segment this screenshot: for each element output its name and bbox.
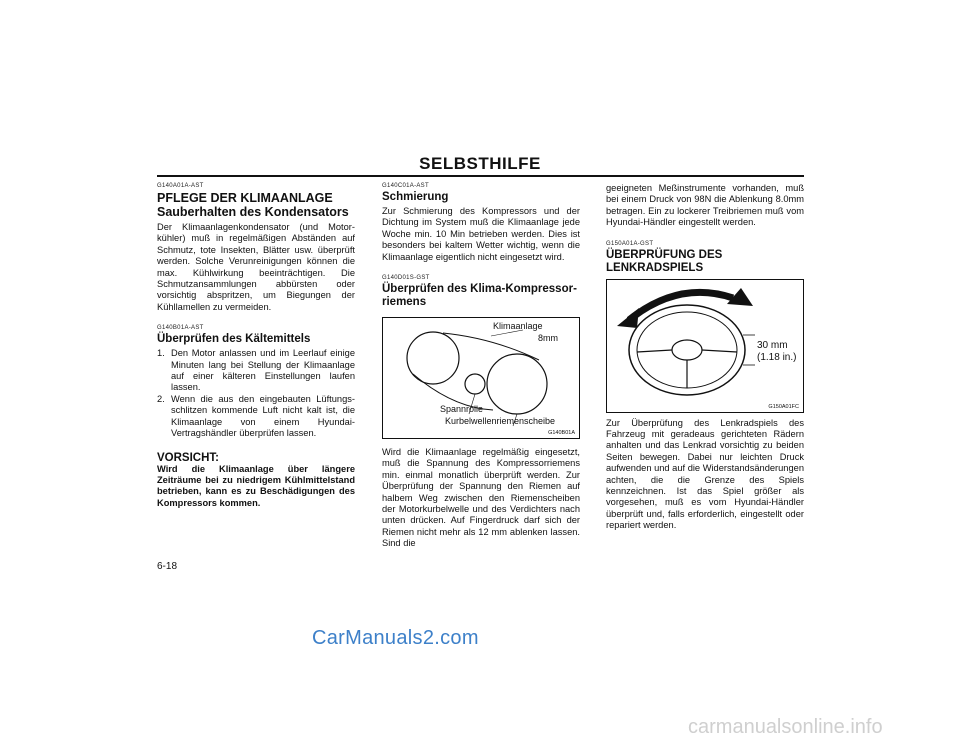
- label-30mm: 30 mm: [757, 339, 788, 351]
- column-1: [157, 183, 355, 509]
- steering-wheel-diagram: [606, 279, 804, 413]
- section-code: G140C01A-AST: [382, 183, 429, 189]
- arrow-head: [617, 308, 639, 328]
- section-code: G140A01A-AST: [157, 183, 204, 189]
- watermark-link[interactable]: CarManuals2.com: [312, 627, 479, 649]
- compressor-pulley: [407, 332, 459, 384]
- section-heading: ÜBERPRÜFUNG DES LENKRADSPIELS: [606, 248, 723, 274]
- rotation-arrow: [629, 292, 733, 320]
- column-3: [606, 183, 804, 532]
- belt-diagram: [382, 317, 580, 439]
- belt-line: [443, 333, 539, 360]
- section-code: G150A01A-GST: [606, 240, 654, 247]
- section-subheading: Sauberhalten des Kondensators: [157, 205, 349, 219]
- steps-list: [157, 348, 355, 439]
- steering-spoke: [637, 350, 737, 388]
- figure-code: G150A01FC: [768, 403, 799, 410]
- section-paragraph: geeigneten Meßinstrumente vorhanden, muß bei einem Druck von 98N die Ablenkung 8.0mm betragen. Ein zu lockerer Treibriemen muß vom Hyundai-Händler eingestellt werden.: [606, 183, 804, 228]
- section-paragraph: Zur Überprüfung des Lenkradspiels des Fahrzeug mit geradeaus gerichteten Rädern anhalten und das Lenkrad vorsichtig zu beiden Seiten bewegen. Dabei nur leichten Druck aufwenden und auf die Widerstandsänderungen achten, die die Grenze des Spiels kennzeichnen. Ist das Spiel größer als vorgesehen, muß es vom Hyundai-Händler überprüft und, falls erforderlich, eingestellt oder repariert werden.: [606, 417, 804, 531]
- tensioner-pulley: [465, 374, 485, 394]
- section-heading: Schmierung: [382, 191, 449, 203]
- section-code: G140D01S-GST: [382, 275, 430, 282]
- section-code: G140B01A-AST: [157, 325, 204, 332]
- steering-hub: [672, 340, 702, 360]
- label-8mm: 8mm: [538, 333, 558, 344]
- list-item: 2. Wenn die aus den eingebauten Lüftungs-schlitzen kommende Luft nicht kalt ist, die Klimaanlage von einem Hyundai-Vertragshändler überprüfen lassen.: [157, 393, 355, 439]
- title-rule: [157, 175, 804, 177]
- page-number: 6-18: [157, 561, 178, 572]
- section-heading: PFLEGE DER KLIMAANLAGE: [157, 191, 333, 205]
- warning-title: VORSICHT:: [157, 451, 219, 464]
- column-2: [382, 183, 580, 550]
- section-heading: Überprüfen des Kältemittels: [157, 333, 311, 346]
- section-paragraph: Wird die Klimaanlage regelmäßig eingesetzt, muß die Spannung des Kompressorriemens min. einmal monatlich überprüft werden. Zur Überprüfung der Spannung den Riemen auf halbem Weg zwischen den Riemenscheiben der Motorkurbelwelle und des Verdichters nach unten drücken. Auf Fingerdruck darf sich der Riemen nicht mehr als 12 mm ablenken lassen. Sind die: [382, 447, 580, 549]
- warning-text: Wird die Klimaanlage über längere Zeiträume bei zu niedrigem Kühlmittelstand betrieben, kann es zu Beschädigungen des Kompressors kommen.: [157, 463, 355, 508]
- label-spannrolle: Spannrolle: [440, 404, 484, 415]
- section-paragraph: Der Klimaanlagenkondensator (und Motor-kühler) muß in regelmäßigen Abständen auf Schmutz, tote Insekten, Blätter usw. überprüft werden. Solche Verunreinigungen können die max. Kühlwirkung beeinträchtigen. Die Schmutzansammlungen abbürsten oder vorsichtig abspritzen, um Biegungen der Kühllamellen zu vermeiden.: [157, 222, 355, 312]
- section-heading: Überprüfen des Klima-Kompressor-riemens: [382, 283, 577, 309]
- label-kurbelwelle: Kurbelwellenriemenscheibe: [445, 416, 556, 427]
- page-title: SELBSTHILFE: [419, 154, 541, 173]
- label-118in: (1.18 in.): [757, 351, 797, 363]
- crankshaft-pulley: [487, 354, 547, 414]
- footer-watermark: carmanualsonline.info: [688, 716, 883, 738]
- section-paragraph: Zur Schmierung des Kompressors und der Dichtung im System muß die Klimaanlage jede Woche min. 10 Min betrieben werden. Dies ist besonders bei kaltem Wetter wichtig, wenn die Klimaanlage eigentlich nicht eingesetzt wird.: [382, 206, 580, 262]
- list-item: 1. Den Motor anlassen und im Leerlauf einige Minuten lang bei Stellung der Klimaanlage auf einer kälteren Einstellungen laufen lassen.: [157, 348, 355, 393]
- label-klimaanlage: Klimaanlage: [493, 321, 543, 332]
- figure-code: G140B01A: [548, 430, 575, 437]
